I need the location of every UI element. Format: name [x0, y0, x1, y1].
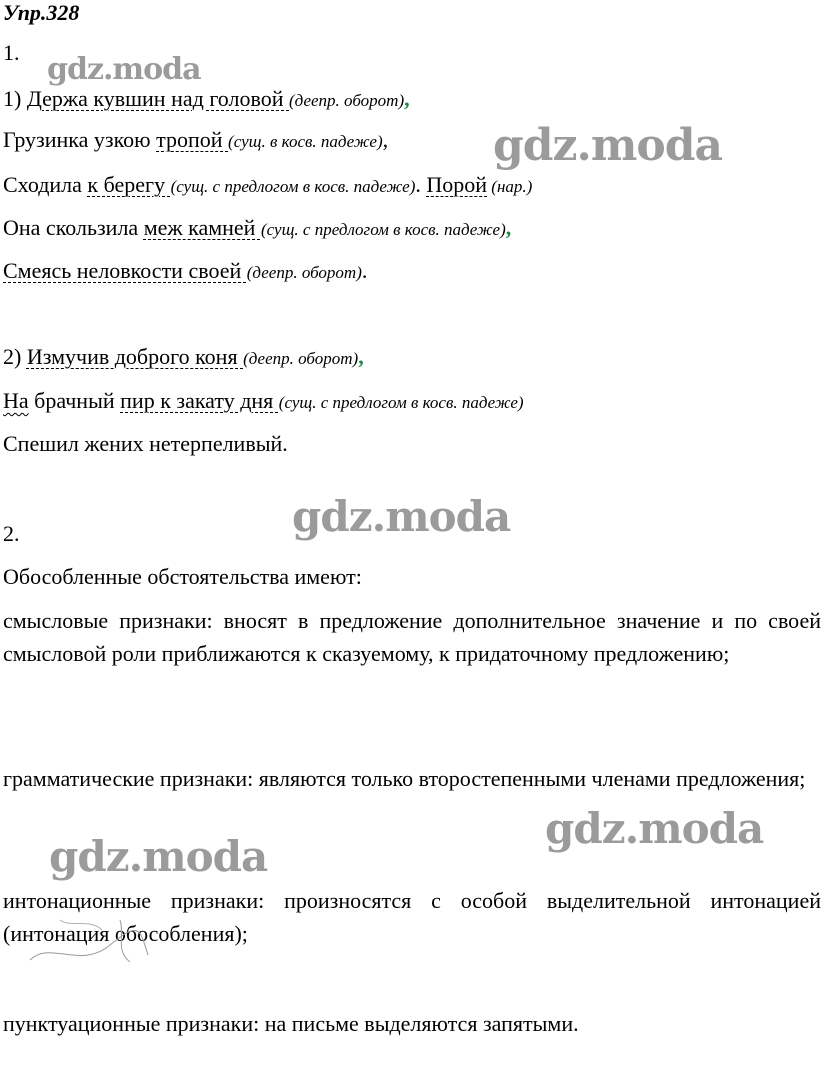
comma: , — [382, 127, 389, 152]
poem1-line5 — [3, 258, 367, 286]
watermark: gdz.moda — [47, 52, 201, 87]
line-number: 1) — [3, 86, 27, 111]
text-segment: Сходила — [3, 172, 88, 197]
feature-grammatical: грамматические признаки: являются только второстепенными членами предложения; — [3, 766, 806, 791]
pencil-scribble-icon — [20, 900, 160, 980]
grammar-note: (нар.) — [487, 177, 533, 196]
text-segment: Грузинка узкою — [3, 127, 157, 152]
adverbial-phrase: Смеясь неловкости своей — [3, 258, 247, 283]
adverbial-phrase: Держа кувшин над головой — [26, 86, 289, 111]
feature-punctuation: пунктуационные признаки: на письме выделяются запятыми. — [3, 1011, 579, 1036]
poem1-line1 — [3, 86, 410, 114]
grammar-note: (сущ. с предлогом в косв. падеже) — [170, 177, 416, 196]
adverbial-word: Порой — [426, 172, 488, 197]
poem2-line1 — [3, 344, 364, 372]
grammar-note: (сущ. с предлогом в косв. падеже) — [278, 393, 524, 412]
green-comma: , — [404, 86, 410, 111]
adverbial-phrase: пир к закату дня — [120, 388, 279, 413]
grammar-note: (сущ. в косв. падеже) — [228, 132, 383, 151]
poem1-line3 — [3, 172, 532, 200]
watermark: gdz.moda — [493, 120, 723, 171]
preposition: На — [3, 388, 29, 413]
part-2-intro: Обособленные обстоятельства имеют: — [3, 564, 362, 589]
feature-semantic: смысловые признаки: вносят в предложение дополнительное значение и по своей смысловой роли приближаются к сказуемому, к придаточному предложению; — [3, 608, 821, 666]
poem1-line2 — [3, 127, 388, 155]
adverbial-word: тропой — [156, 127, 229, 152]
adverbial-phrase: меж камней — [143, 215, 261, 240]
text-segment: Она скользила — [3, 215, 144, 240]
part-1-number: 1. — [3, 40, 20, 65]
watermark: gdz.moda — [49, 832, 268, 881]
feature-intonational: интонационные признаки: произносятся с особой выделительной интонацией (интонация обособления); — [3, 888, 821, 946]
poem2-line3: Спешил жених нетерпеливый. — [3, 431, 288, 456]
period: . — [415, 172, 427, 197]
poem2-line2 — [3, 388, 524, 416]
period: . — [361, 258, 368, 283]
adverbial-phrase: Измучив доброго коня — [26, 344, 244, 369]
adverbial-phrase: к берегу — [87, 172, 171, 197]
grammar-note: (сущ. с предлогом в косв. падеже) — [260, 220, 506, 239]
green-comma: , — [358, 344, 364, 369]
exercise-title: Упр.328 — [3, 0, 80, 25]
watermark: gdz.moda — [545, 804, 764, 853]
grammar-note: (деепр. оборот) — [289, 91, 405, 110]
grammar-note: (деепр. оборот) — [246, 263, 362, 282]
grammar-note: (деепр. оборот) — [243, 349, 359, 368]
line-number: 2) — [3, 344, 27, 369]
part-2-number: 2. — [3, 521, 20, 546]
text-segment: брачный — [28, 388, 121, 413]
watermark: gdz.moda — [292, 492, 511, 541]
green-comma: , — [505, 215, 512, 240]
poem1-line4 — [3, 215, 511, 243]
